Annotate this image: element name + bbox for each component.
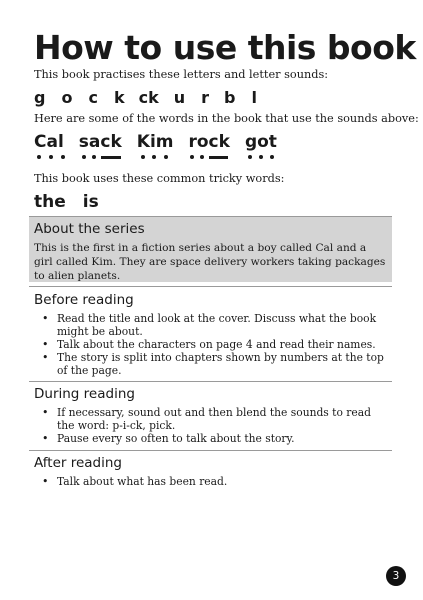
page-number: 3 xyxy=(392,570,400,582)
word-got xyxy=(245,132,277,162)
sound-dot xyxy=(200,155,204,159)
page-title: How to use this book xyxy=(34,28,416,67)
sound-marks xyxy=(79,155,122,161)
page-number-badge xyxy=(386,566,406,586)
sound-marks xyxy=(245,155,277,161)
letter: b xyxy=(223,88,236,107)
list-item: • If necessary, sound out and then blend the sounds to read the word: p-i-ck, pick. xyxy=(40,406,390,432)
sound-dot xyxy=(190,155,194,159)
divider xyxy=(29,286,392,287)
about-series-heading: About the series xyxy=(34,221,145,237)
word-rock xyxy=(188,132,229,162)
word-text: rock xyxy=(188,132,230,152)
sound-bar xyxy=(101,156,121,159)
divider xyxy=(29,381,392,382)
word-text: Cal xyxy=(34,132,64,152)
letter: r xyxy=(201,88,209,107)
during-reading-heading: During reading xyxy=(34,386,135,402)
word-text: got xyxy=(244,132,277,152)
words-intro: Here are some of the words in the book that use the sounds above: xyxy=(34,112,419,125)
letter: c xyxy=(88,88,98,107)
sound-dot xyxy=(49,155,53,159)
divider xyxy=(29,450,392,451)
sound-marks xyxy=(34,155,64,161)
tricky-word: the xyxy=(34,192,66,212)
letter: g xyxy=(34,88,46,107)
sound-bar xyxy=(209,156,228,159)
during-reading-list xyxy=(40,406,390,445)
before-reading-heading: Before reading xyxy=(34,292,134,308)
after-reading-list xyxy=(40,475,390,488)
sound-dot xyxy=(141,155,145,159)
word-text: sack xyxy=(78,132,122,152)
letter: k xyxy=(113,88,125,107)
letters-intro: This book practises these letters and letter sounds: xyxy=(34,68,329,81)
sound-dot xyxy=(37,155,41,159)
word-sack xyxy=(79,132,122,162)
list-item: • Pause every so often to talk about the story. xyxy=(40,432,390,445)
letter: ck xyxy=(138,88,159,107)
about-series-box xyxy=(29,216,392,282)
letter: u xyxy=(173,88,186,107)
tricky-word: is xyxy=(82,192,99,212)
words-list xyxy=(34,132,292,162)
sound-dot xyxy=(82,155,86,159)
after-reading-heading: After reading xyxy=(34,455,122,471)
sound-dot xyxy=(270,155,274,159)
letters-list xyxy=(34,88,257,110)
word-text: Kim xyxy=(136,132,174,152)
list-item: • Talk about the characters on page 4 and read their names. xyxy=(40,338,390,351)
before-reading-list xyxy=(40,312,390,377)
word-cal xyxy=(34,132,64,162)
sound-dot xyxy=(259,155,263,159)
letter: l xyxy=(251,88,257,107)
word-kim xyxy=(137,132,174,162)
sound-dot xyxy=(164,155,168,159)
list-item: • The story is split into chapters shown by numbers at the top of the page. xyxy=(40,351,390,377)
list-item: • Talk about what has been read. xyxy=(40,475,390,488)
letter: o xyxy=(61,88,73,107)
sound-dot xyxy=(152,155,156,159)
sound-dot xyxy=(61,155,65,159)
sound-dot xyxy=(92,155,96,159)
tricky-words-list xyxy=(34,192,116,212)
sound-marks xyxy=(188,155,229,161)
sound-dot xyxy=(248,155,252,159)
about-series-text: This is the first in a fiction series about a boy called Cal and a girl called Kim. They are space delivery workers taking packages to alien planets. xyxy=(34,242,386,282)
list-item: • Read the title and look at the cover. Discuss what the book might be about. xyxy=(40,312,390,338)
sound-marks xyxy=(137,155,174,161)
tricky-words-intro: This book uses these common tricky words: xyxy=(34,172,285,185)
